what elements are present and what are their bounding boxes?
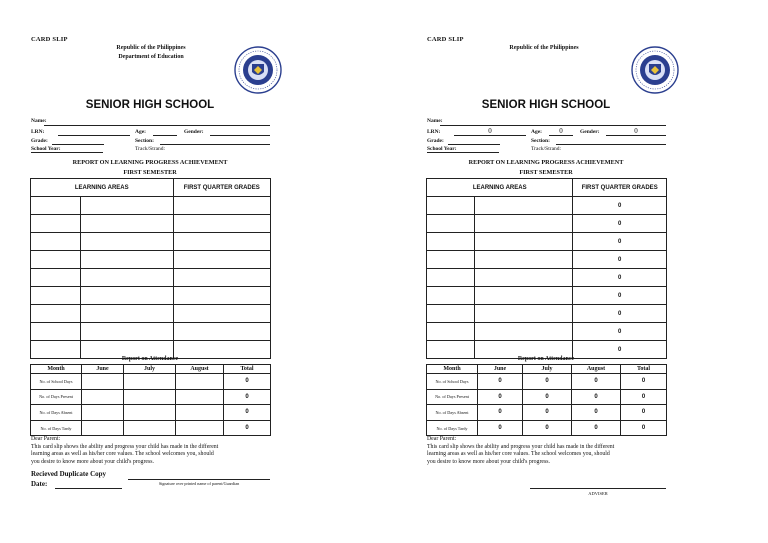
note-line: This card slip shows the ability and progress your child has made in the different (427, 443, 615, 450)
total-cell: 0 (621, 389, 667, 405)
age-label: Age: (531, 129, 542, 135)
card-slip-right (396, 0, 768, 543)
table-row (31, 269, 271, 287)
total-cell: 0 (224, 405, 271, 421)
august-header: August (572, 365, 621, 374)
table-row (31, 323, 271, 341)
lrn-label: LRN: (31, 129, 45, 135)
learning-areas-header: LEARNING AREAS (31, 179, 174, 197)
august-cell: 0 (572, 405, 621, 421)
grade-cell: 0 (573, 197, 667, 215)
first-quarter-header: FIRST QUARTER GRADES (573, 179, 667, 197)
table-row (31, 305, 271, 323)
june-cell: 0 (478, 389, 523, 405)
school-year-label: School Year: (427, 146, 457, 152)
learning-areas-header: LEARNING AREAS (427, 179, 573, 197)
july-header: July (523, 365, 572, 374)
table-row (31, 233, 271, 251)
table-row (427, 420, 667, 436)
row-label: No. of Days Present (31, 389, 82, 405)
grade-label: Grade: (31, 138, 48, 144)
table-row (427, 233, 667, 251)
row-label: No. of Days Absent (427, 405, 478, 421)
note-line: you desire to know more about your child's progress. (31, 458, 154, 465)
table-row (31, 389, 271, 405)
total-cell: 0 (224, 389, 271, 405)
department-text: Department of Education (118, 54, 184, 60)
row-label: No. of Days Present (427, 389, 478, 405)
signature-caption: Signature over printed name of parent/Guardian (158, 481, 240, 486)
grade-cell: 0 (573, 305, 667, 323)
july-cell: 0 (523, 389, 572, 405)
note-line: you desire to know more about your child's progress. (427, 458, 550, 465)
age-line (549, 135, 573, 136)
grade-line (52, 144, 104, 145)
month-header: Month (31, 365, 82, 374)
age-label: Age: (135, 129, 146, 135)
adviser-label: ADVISER (588, 491, 608, 496)
attendance-table (30, 364, 271, 436)
table-row (427, 269, 667, 287)
grade-cell: 0 (573, 341, 667, 359)
grade-label: Grade: (427, 138, 444, 144)
date-line (55, 488, 122, 489)
grade-cell: 0 (573, 251, 667, 269)
section-label: Section: (135, 138, 154, 144)
parent-note (427, 436, 667, 466)
name-line (440, 125, 666, 126)
table-row (427, 215, 667, 233)
grade-cell: 0 (573, 233, 667, 251)
august-cell: 0 (572, 374, 621, 390)
gender-line (210, 135, 270, 136)
june-header: June (82, 365, 124, 374)
table-row (31, 215, 271, 233)
note-line: learning areas as well as his/her core values. The school welcomes you, should (427, 451, 610, 457)
report-title: REPORT ON LEARNING PROGRESS ACHIEVEMENT (468, 159, 624, 166)
grade-cell: 0 (573, 215, 667, 233)
first-quarter-header: FIRST QUARTER GRADES (173, 179, 271, 197)
republic-text: Republic of the Philippines (116, 45, 186, 51)
grade-cell: 0 (573, 287, 667, 305)
total-cell: 0 (621, 405, 667, 421)
july-header: July (124, 365, 176, 374)
republic-text: Republic of the Philippines (509, 45, 579, 51)
grade-cell: 0 (573, 269, 667, 287)
semester-label: FIRST SEMESTER (519, 169, 573, 176)
parent-note (31, 436, 271, 466)
total-cell: 0 (621, 420, 667, 436)
lrn-line (58, 135, 130, 136)
note-greeting: Dear Parent: (31, 436, 61, 442)
table-row (427, 389, 667, 405)
gender-value: 0 (634, 127, 638, 135)
july-cell: 0 (523, 374, 572, 390)
track-label: Track/Strand: (135, 146, 166, 152)
grades-table (30, 178, 271, 359)
signature-line (128, 479, 270, 480)
semester-label: FIRST SEMESTER (123, 169, 177, 176)
name-label: Name: (31, 118, 47, 124)
june-header: June (478, 365, 523, 374)
row-label: No. of School Days (31, 374, 82, 390)
table-row (427, 323, 667, 341)
june-cell: 0 (478, 420, 523, 436)
gender-label: Gender: (184, 129, 204, 135)
row-label: No. of Days Absent (31, 405, 82, 421)
row-label: No. of Days Tardy (31, 420, 82, 436)
track-label: Track/Strand: (531, 146, 562, 152)
grades-table (426, 178, 667, 359)
table-row (427, 251, 667, 269)
deped-seal-icon (234, 46, 282, 94)
table-row (427, 287, 667, 305)
table-row (31, 197, 271, 215)
table-row (31, 405, 271, 421)
age-line (153, 135, 177, 136)
row-label: No. of Days Tardy (427, 420, 478, 436)
month-header: Month (427, 365, 478, 374)
table-row (31, 251, 271, 269)
school-title: SENIOR HIGH SCHOOL (85, 99, 215, 111)
table-row (427, 405, 667, 421)
section-label: Section: (531, 138, 550, 144)
card-slip-label: CARD SLIP (427, 36, 464, 43)
attendance-table (426, 364, 667, 436)
age-value: 0 (559, 127, 563, 135)
july-cell: 0 (523, 405, 572, 421)
lrn-line (454, 135, 526, 136)
row-label: No. of School Days (427, 374, 478, 390)
total-header: Total (621, 365, 667, 374)
received-label: Recieved Duplicate Copy (31, 470, 107, 478)
grade-line (448, 144, 500, 145)
attendance-title: Report on Attendance (517, 356, 575, 362)
table-row (31, 287, 271, 305)
total-cell: 0 (621, 374, 667, 390)
name-line (44, 125, 270, 126)
report-title: REPORT ON LEARNING PROGRESS ACHIEVEMENT (72, 159, 228, 166)
card-slip-label: CARD SLIP (31, 36, 68, 43)
total-cell: 0 (224, 374, 271, 390)
note-greeting: Dear Parent: (427, 436, 457, 442)
august-cell: 0 (572, 420, 621, 436)
august-cell: 0 (572, 389, 621, 405)
august-header: August (176, 365, 224, 374)
school-year-label: School Year: (31, 146, 61, 152)
table-row (31, 374, 271, 390)
date-label: Date: (31, 480, 48, 488)
deped-seal-icon (631, 46, 679, 94)
section-line (556, 144, 666, 145)
note-line: learning areas as well as his/her core values. The school welcomes you, should (31, 451, 214, 457)
school-title: SENIOR HIGH SCHOOL (481, 99, 611, 111)
gender-line (606, 135, 666, 136)
total-cell: 0 (224, 420, 271, 436)
attendance-title: Report on Attendance (121, 356, 179, 362)
name-label: Name: (427, 118, 443, 124)
section-line (160, 144, 270, 145)
school-year-line (427, 152, 499, 153)
grade-cell: 0 (573, 323, 667, 341)
total-header: Total (224, 365, 271, 374)
lrn-value: 0 (488, 127, 492, 135)
june-cell: 0 (478, 405, 523, 421)
table-row (427, 374, 667, 390)
table-row (31, 420, 271, 436)
july-cell: 0 (523, 420, 572, 436)
note-line: This card slip shows the ability and progress your child has made in the different (31, 443, 219, 450)
table-row (427, 305, 667, 323)
lrn-label: LRN: (427, 129, 441, 135)
school-year-line (31, 152, 103, 153)
adviser-line (530, 488, 666, 489)
gender-label: Gender: (580, 129, 600, 135)
june-cell: 0 (478, 374, 523, 390)
table-row (427, 197, 667, 215)
